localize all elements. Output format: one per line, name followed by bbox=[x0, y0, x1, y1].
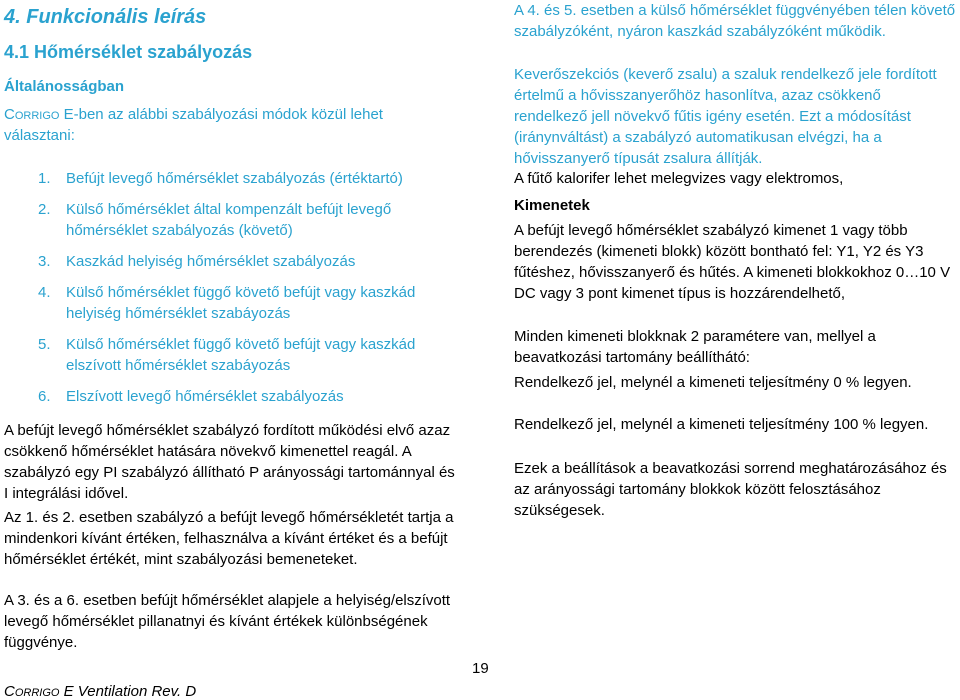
paragraph-case-1-2: Az 1. és 2. esetben szabályzó a befújt levegő hőmérsékletét tartja a mindenkori kívánt értéken, felhasználva a kívánt értéket és a befújt hőmérséklet értékét, mint szabályozási bemeneteket. bbox=[4, 509, 454, 568]
list-item: 2. Külső hőmérséklet által kompenzált befújt levegő hőmérséklet szabályozás (követő) bbox=[38, 201, 392, 239]
chapter-title: 4. Funkcionális leírás bbox=[4, 6, 207, 28]
paragraph-case-4-5: A 4. és 5. esetben a külső hőmérséklet függvényében télen követő szabályzóként, nyáron kaszkád szabályzóként működik. bbox=[514, 2, 956, 40]
list-item: 6. Elszívott levegő hőmérséklet szabályozás bbox=[38, 388, 344, 405]
footer-brand: Corrigo bbox=[4, 683, 60, 700]
list-item: 4. Külső hőmérséklet függő követő befújt vagy kaszkád helyiség hőmérséklet szabáyozás bbox=[38, 284, 416, 322]
paragraph-pi-controller: A befújt levegő hőmérséklet szabályzó fordított működési elvő azaz csökkenő hőmérséklet hatására növekvő kimenettel reagál. A szabályzó egy PI szabályzó állítható P arányossági tartománnyal és I integrálási idővel. bbox=[4, 422, 455, 502]
intro-text: Corrigo E-ben az alábbi szabályozási módok közül lehet választani: bbox=[4, 106, 383, 144]
paragraph-parameters: Minden kimeneti blokknak 2 paramétere van, mellyel a beavatkozási tartomány beállíthátó: bbox=[514, 328, 876, 366]
paragraph-mixing-damper: Keverőszekciós (keverő zsalu) a szaluk rendelkező jele fordított értelmű a hővisszanyerőhöz hasonlítva, azaz csökkenő rendelkező jell növekvő fűtis igény esetén. Ezt a módosítást (iránynváltást) a szabályzó automatikusan elvégzi, ha a hővisszanyerő típusát zsalura állítják. bbox=[514, 66, 937, 167]
list-item: 5. Külső hőmérséklet függő követő befújt vagy kaszkád elszívott hőmérséklet szabáyozás bbox=[38, 336, 416, 374]
control-modes-list bbox=[4, 168, 456, 417]
subsection-title: Általánosságban bbox=[4, 78, 125, 95]
list-item: 1. Befújt levegő hőmérséklet szabályozás (értéktartó) bbox=[38, 170, 403, 187]
paragraph-signal-100: Rendelkező jel, melynél a kimeneti teljesítmény 100 % legyen. bbox=[514, 416, 929, 433]
outputs-heading: Kimenetek bbox=[514, 197, 590, 214]
paragraph-sequence: Ezek a beállítások a beavatkozási sorrend meghatározásához és az arányossági tartomány blokkok között felosztásához szükségesek. bbox=[514, 460, 947, 519]
list-item: 3. Kaszkád helyiség hőmérséklet szabályozás bbox=[38, 253, 356, 270]
page-number: 19 bbox=[472, 660, 489, 677]
section-title: 4.1 Hőmérséklet szabályozás bbox=[4, 42, 253, 62]
paragraph-heater-type: A fűtő kalorifer lehet melegvizes vagy elektromos, bbox=[514, 170, 844, 187]
brand-name: Corrigo bbox=[4, 106, 60, 123]
paragraph-outputs: A befújt levegő hőmérséklet szabályzó kimenet 1 vagy több berendezés (kimeneti blokk) között bontható fel: Y1, Y2 és Y3 fűtéshez, hővisszanyerő és hűtés. A kimeneti blokkokhoz 0…10 V DC vagy 3 pont kimenet típus is hozzárendelhető, bbox=[514, 222, 951, 302]
footer: Corrigo E Ventilation Rev. D bbox=[4, 683, 197, 700]
paragraph-case-3-6: A 3. és a 6. esetben befújt hőmérséklet alapjele a helyiség/elszívott levegő hőmérséklet pillanatnyi és kívánt értékek különbségének függvénye. bbox=[4, 592, 451, 651]
paragraph-signal-0: Rendelkező jel, melynél a kimeneti teljesítmény 0 % legyen. bbox=[514, 374, 912, 391]
